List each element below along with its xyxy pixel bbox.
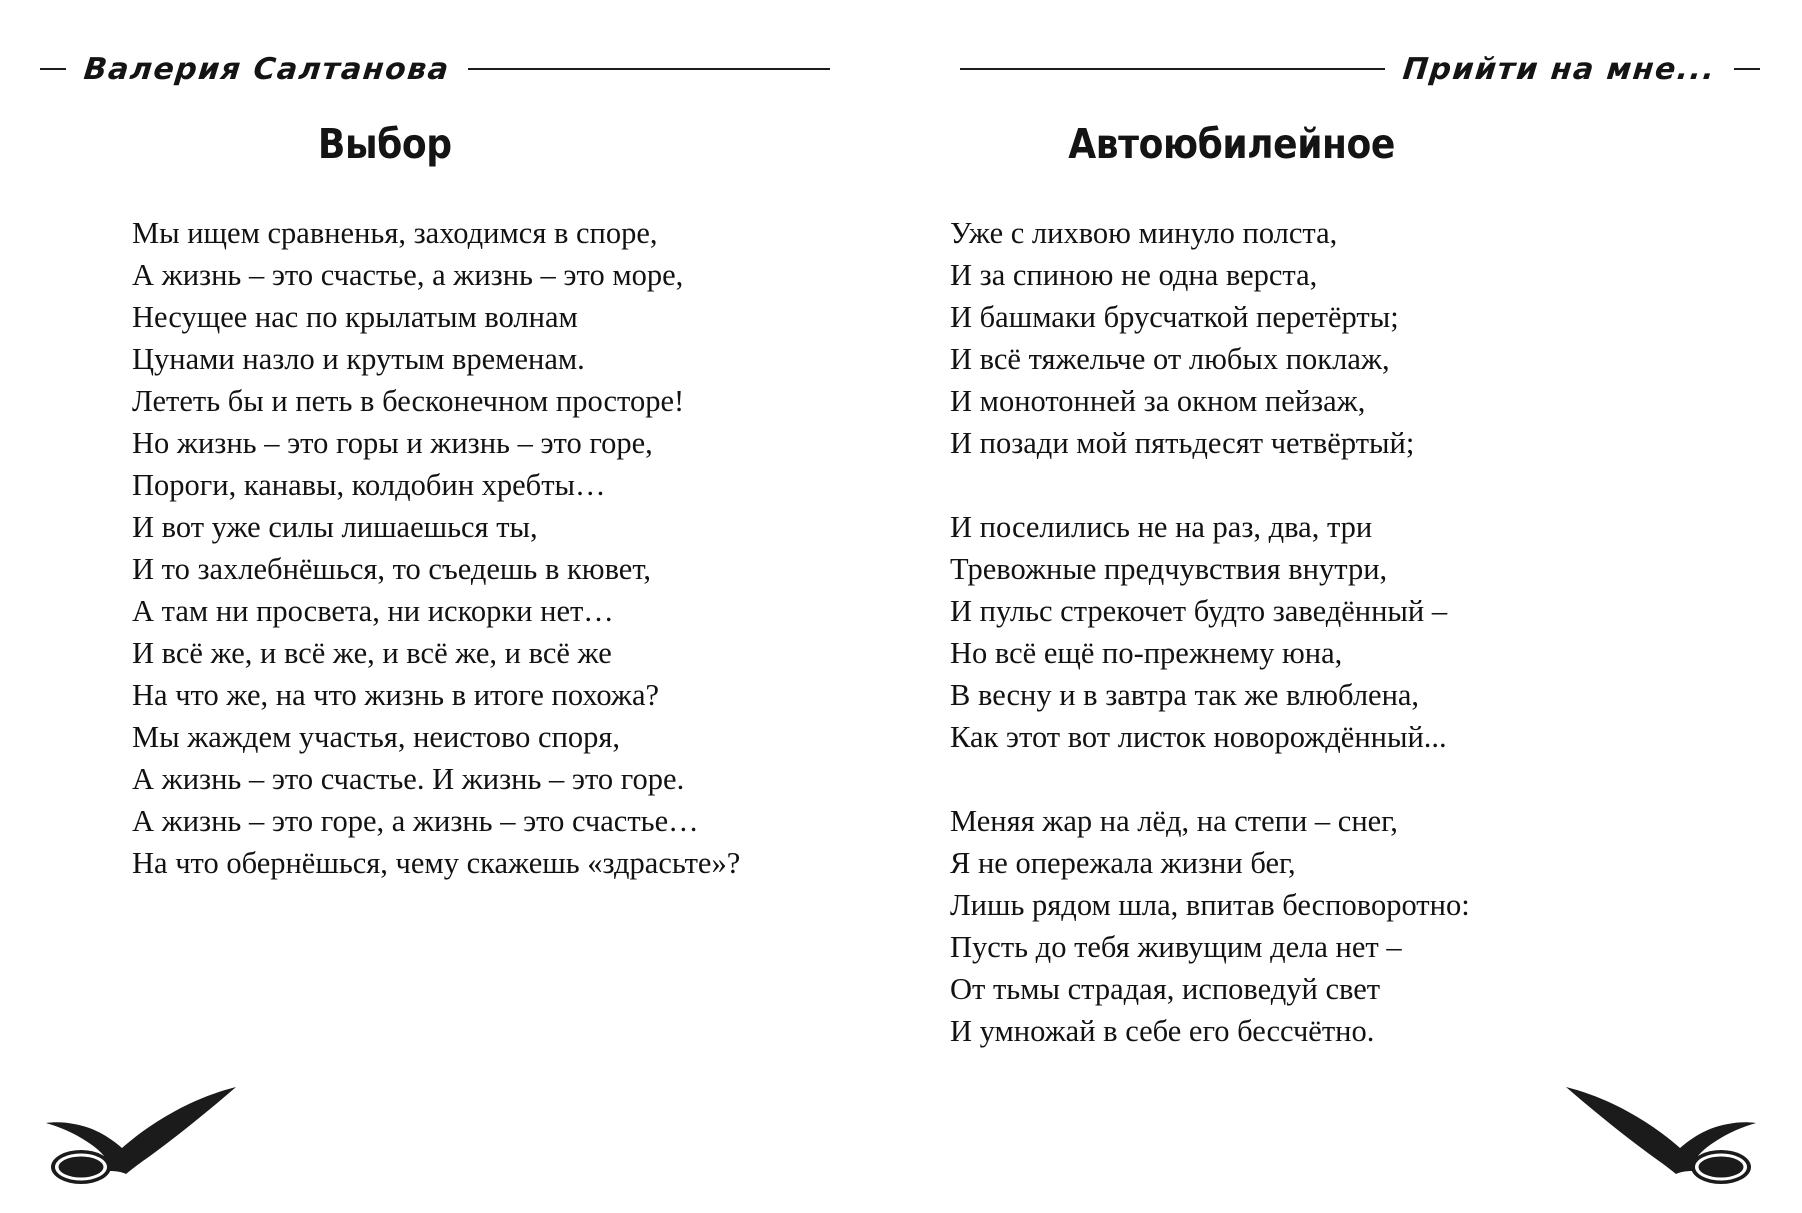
- poem-line: Уже с лихвою минуло полста,: [950, 216, 1338, 250]
- page-right: [900, 120, 1660, 1052]
- poem-line: И поселились не на раз, два, три: [950, 510, 1373, 544]
- poem-stanza: [950, 506, 1660, 758]
- poem-line: А жизнь – это счастье, а жизнь – это море,: [132, 258, 684, 292]
- poem-body-left: [62, 212, 822, 884]
- poem-line: Я не опережала жизни бег,: [950, 846, 1296, 880]
- page-number-left: 136: [36, 1189, 59, 1205]
- author-name: Валерия Салтанова: [82, 51, 452, 87]
- poem-line: На что обернёшься, чему скажешь «здрасьте»?: [132, 846, 741, 880]
- poem-body-right: [900, 212, 1660, 1052]
- poem-line: От тьмы страдая, исповедуй свет: [950, 972, 1381, 1006]
- poem-line: И всё же, и всё же, и всё же, и всё же: [132, 636, 612, 670]
- swallow-icon: [1556, 1079, 1766, 1189]
- running-head-right: [960, 46, 1760, 92]
- swallow-ornament-left: [36, 1079, 246, 1205]
- poem-line: И монотонней за окном пейзаж,: [950, 384, 1366, 418]
- poem-line: Пусть до тебя живущим дела нет –: [950, 930, 1402, 964]
- poem-line: Лишь рядом шла, впитав бесповоротно:: [950, 888, 1470, 922]
- page-left: [62, 120, 822, 884]
- poem-line: И за спиною не одна верста,: [950, 258, 1318, 292]
- poem-line: Мы ищем сравненья, заходимся в споре,: [132, 216, 658, 250]
- poem-line: И умножай в себе его бессчётно.: [950, 1014, 1375, 1048]
- poem-line: Как этот вот листок новорождённый...: [950, 720, 1447, 754]
- poem-line: Пороги, канавы, колдобин хребты…: [132, 468, 606, 502]
- poem-line: Цунами назло и крутым временам.: [132, 342, 585, 376]
- poem-line: И башмаки брусчаткой перетёрты;: [950, 300, 1399, 334]
- book-title: Прийти на мне...: [1401, 51, 1718, 87]
- running-head-left: [40, 46, 830, 92]
- poem-line: А жизнь – это счастье. И жизнь – это горе.: [132, 762, 685, 796]
- poem-line: Но жизнь – это горы и жизнь – это горе,: [132, 426, 653, 460]
- poem-stanza: [132, 212, 822, 884]
- poem-stanza: [950, 212, 1660, 464]
- swallow-icon: [36, 1079, 246, 1189]
- poem-line: В весну и в завтра так же влюблена,: [950, 678, 1420, 712]
- poem-line: Меняя жар на лёд, на степи – снег,: [950, 804, 1398, 838]
- poem-line: И всё тяжельче от любых поклаж,: [950, 342, 1390, 376]
- poem-line: Но всё ещё по-прежнему юна,: [950, 636, 1343, 670]
- swallow-ornament-right: [1556, 1079, 1766, 1205]
- poem-line: И пульс стрекочет будто заведённый –: [950, 594, 1448, 628]
- page-number-right: 137: [1556, 1189, 1579, 1205]
- poem-line: Тревожные предчувствия внутри,: [950, 552, 1388, 586]
- poem-line: А там ни просвета, ни искорки нет…: [132, 594, 614, 628]
- poem-stanza: [950, 800, 1660, 1052]
- poem-line: Лететь бы и петь в бесконечном просторе!: [132, 384, 685, 418]
- poem-title-right: Автоюбилейное: [1068, 120, 1395, 168]
- poem-line: Мы жаждем участья, неистово споря,: [132, 720, 621, 754]
- header-rule-right-start: [960, 68, 1385, 70]
- header-rule-right-end: [1734, 68, 1760, 70]
- poem-title-left: Выбор: [317, 120, 452, 168]
- poem-line: И то захлебнёшься, то съедешь в кювет,: [132, 552, 652, 586]
- header-rule-left-end: [468, 68, 830, 70]
- poem-line: И позади мой пятьдесят четвёртый;: [950, 426, 1415, 460]
- poem-line: Несущее нас по крылатым волнам: [132, 300, 578, 334]
- poem-line: На что же, на что жизнь в итоге похожа?: [132, 678, 660, 712]
- poem-line: А жизнь – это горе, а жизнь – это счастье…: [132, 804, 699, 838]
- poem-line: И вот уже силы лишаешься ты,: [132, 510, 538, 544]
- header-rule-left-start: [40, 68, 66, 70]
